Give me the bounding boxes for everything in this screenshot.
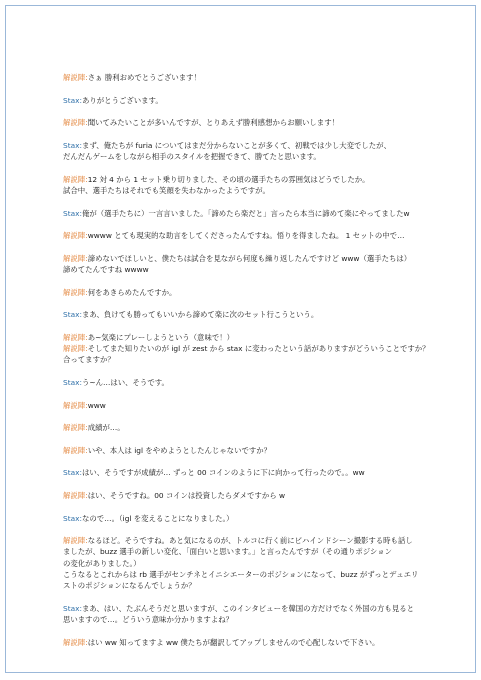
speaker-label: 解説陣 [63, 536, 86, 546]
speaker-colon: : [85, 400, 88, 410]
speaker-label: 解説陣 [63, 332, 86, 342]
dialogue-line [63, 467, 435, 478]
dialogue-line [63, 535, 435, 591]
speaker-label: Stax [63, 310, 80, 320]
speaker-label: 解説陣 [63, 253, 86, 263]
speaker-colon: : [85, 253, 88, 263]
dialogue-text: 成績が…。 [87, 423, 125, 433]
speaker-colon: : [79, 208, 82, 218]
speaker-colon: : [79, 140, 82, 150]
dialogue-text: さぁ 勝利おめでとうございます！ [87, 73, 201, 82]
speaker-colon: : [79, 310, 82, 320]
dialogue-line [63, 490, 435, 501]
dialogue-text: 聞いてみたいことが多いんですが、とりあえず勝利感想からお願いします！ [87, 118, 339, 128]
speaker-label: Stax [63, 140, 80, 150]
speaker-label: 解説陣 [63, 400, 86, 410]
dialogue-text: なので…。（igl を変えることになりました。） [82, 513, 234, 523]
speaker-colon: : [85, 536, 88, 546]
speaker-label: Stax [63, 513, 80, 523]
dialogue-text: まあ、はい、たぶんそうだと思いますが、このインタビューを韓国の方だけでなく外国の方も見ると 思いますので…。どういう意味か分かりますよね？ [63, 603, 414, 625]
speaker-label: 解説陣 [63, 445, 86, 455]
dialogue-line [63, 208, 435, 219]
dialogue-line [63, 140, 435, 163]
speaker-colon: : [79, 603, 82, 613]
speaker-label: 解説陣 [63, 344, 86, 354]
dialogue-text: 何をあきらめたんですか。 [87, 287, 177, 297]
speaker-colon: : [85, 73, 88, 82]
speaker-label: 解説陣 [63, 231, 86, 241]
dialogue-line [63, 422, 435, 433]
dialogue-line [63, 400, 435, 411]
speaker-colon: : [85, 332, 88, 342]
speaker-colon: : [85, 637, 88, 647]
dialogue-line [63, 343, 435, 366]
speaker-label: Stax [63, 95, 80, 105]
dialogue-text: 諦めないでほしいと、僕たちは試合を見ながら何度も繰り返したんですけど www（選手たちは） 諦めてたんですね wwww [63, 253, 412, 275]
dialogue-text: いや、本人は igl をやめようとしたんじゃないですか？ [87, 445, 272, 455]
speaker-colon: : [85, 490, 88, 500]
speaker-colon: : [85, 344, 88, 354]
speaker-label: Stax [63, 603, 80, 613]
speaker-label: 解説陣 [63, 73, 86, 82]
dialogue-line [63, 72, 435, 83]
dialogue-text: 12 対 4 から 1 セット乗り切りました、その頃の選手たちの雰囲気はどうでしたか。 試合中、選手たちはそれでも笑顔を失わなかったようですが。 [63, 174, 370, 195]
dialogue-text: まあ、負けても勝ってもいいから諦めて楽に次のセット行こうという。 [82, 310, 319, 320]
speaker-colon: : [79, 468, 82, 478]
dialogue-text: なるほど。そうですね。あと気になるのが、トルコに行く前にビハインドシーン撮影する時も話し ましたが、buzz 選手の新しい変化、「面白いと思います。」と言ったんですが（その通りポジション の変化がありました。） こうなるとこれからは rb 選手がセンチネとイニシエーターのポジションになって、buzz がずっとデュエリ ストのポジションになるんでしょうか？ [63, 536, 419, 591]
interview-transcript [63, 72, 435, 659]
document-page [5, 5, 476, 673]
dialogue-text: はい、そうですね。00 コインは投資したらダメですから w [87, 490, 285, 500]
dialogue-line [63, 95, 435, 106]
speaker-colon: : [79, 378, 82, 388]
speaker-label: 解説陣 [63, 287, 86, 297]
speaker-colon: : [85, 445, 88, 455]
dialogue-line [63, 174, 435, 197]
speaker-label: 解説陣 [63, 118, 86, 128]
dialogue-text: あ~気楽にプレーしようという（意味で！） [87, 332, 235, 342]
speaker-label: 解説陣 [63, 637, 86, 647]
dialogue-text: wwww とても現実的な助言をしてくださったんですね。悟りを得ましたね。 1 セットの中で… [87, 231, 405, 241]
dialogue-line [63, 332, 435, 343]
speaker-colon: : [79, 95, 82, 105]
dialogue-line [63, 637, 435, 648]
speaker-colon: : [85, 118, 88, 128]
dialogue-text: そしてまた知りたいのが igl が zest から stax に変わったという話がありますがどういうことですか？ 合ってますか？ [63, 344, 430, 365]
dialogue-line [63, 117, 435, 128]
dialogue-line [63, 287, 435, 298]
speaker-label: Stax [63, 468, 80, 478]
dialogue-line [63, 309, 435, 320]
dialogue-line [63, 377, 435, 388]
dialogue-line [63, 603, 435, 626]
dialogue-line [63, 513, 435, 524]
dialogue-text: う~ん…はい、そうです。 [82, 378, 169, 388]
speaker-label: 解説陣 [63, 490, 86, 500]
speaker-label: Stax [63, 378, 80, 388]
speaker-label: 解説陣 [63, 174, 86, 184]
dialogue-text: まず、俺たちが furia についてはまだ分からないことが多くて、初戦では少し大変でしたが、 だんだんゲームをしながら相手のスタイルを把握できて、勝てたと思います。 [63, 140, 391, 162]
speaker-label: Stax [63, 208, 80, 218]
speaker-colon: : [85, 174, 88, 184]
speaker-colon: : [79, 513, 82, 523]
dialogue-text: www [87, 400, 106, 410]
dialogue-text: はい、そうですが成績が… ずっと 00 コインのように下に向かって行ったので。。ww [82, 468, 365, 478]
dialogue-text: 俺が（選手たちに）一言言いました。「諦めたら楽だと」言ったら本当に諦めて楽にやってましたw [82, 208, 410, 218]
dialogue-line [63, 445, 435, 456]
dialogue-line [63, 253, 435, 276]
dialogue-text: はい ww 知ってますよ ww 僕たちが翻訳してアップしませんので心配しないで下さい。 [87, 637, 380, 647]
speaker-label: 解説陣 [63, 423, 86, 433]
speaker-colon: : [85, 287, 88, 297]
speaker-colon: : [85, 231, 88, 241]
dialogue-line [63, 230, 435, 241]
dialogue-text: ありがとうございます。 [82, 95, 163, 105]
speaker-colon: : [85, 423, 88, 433]
